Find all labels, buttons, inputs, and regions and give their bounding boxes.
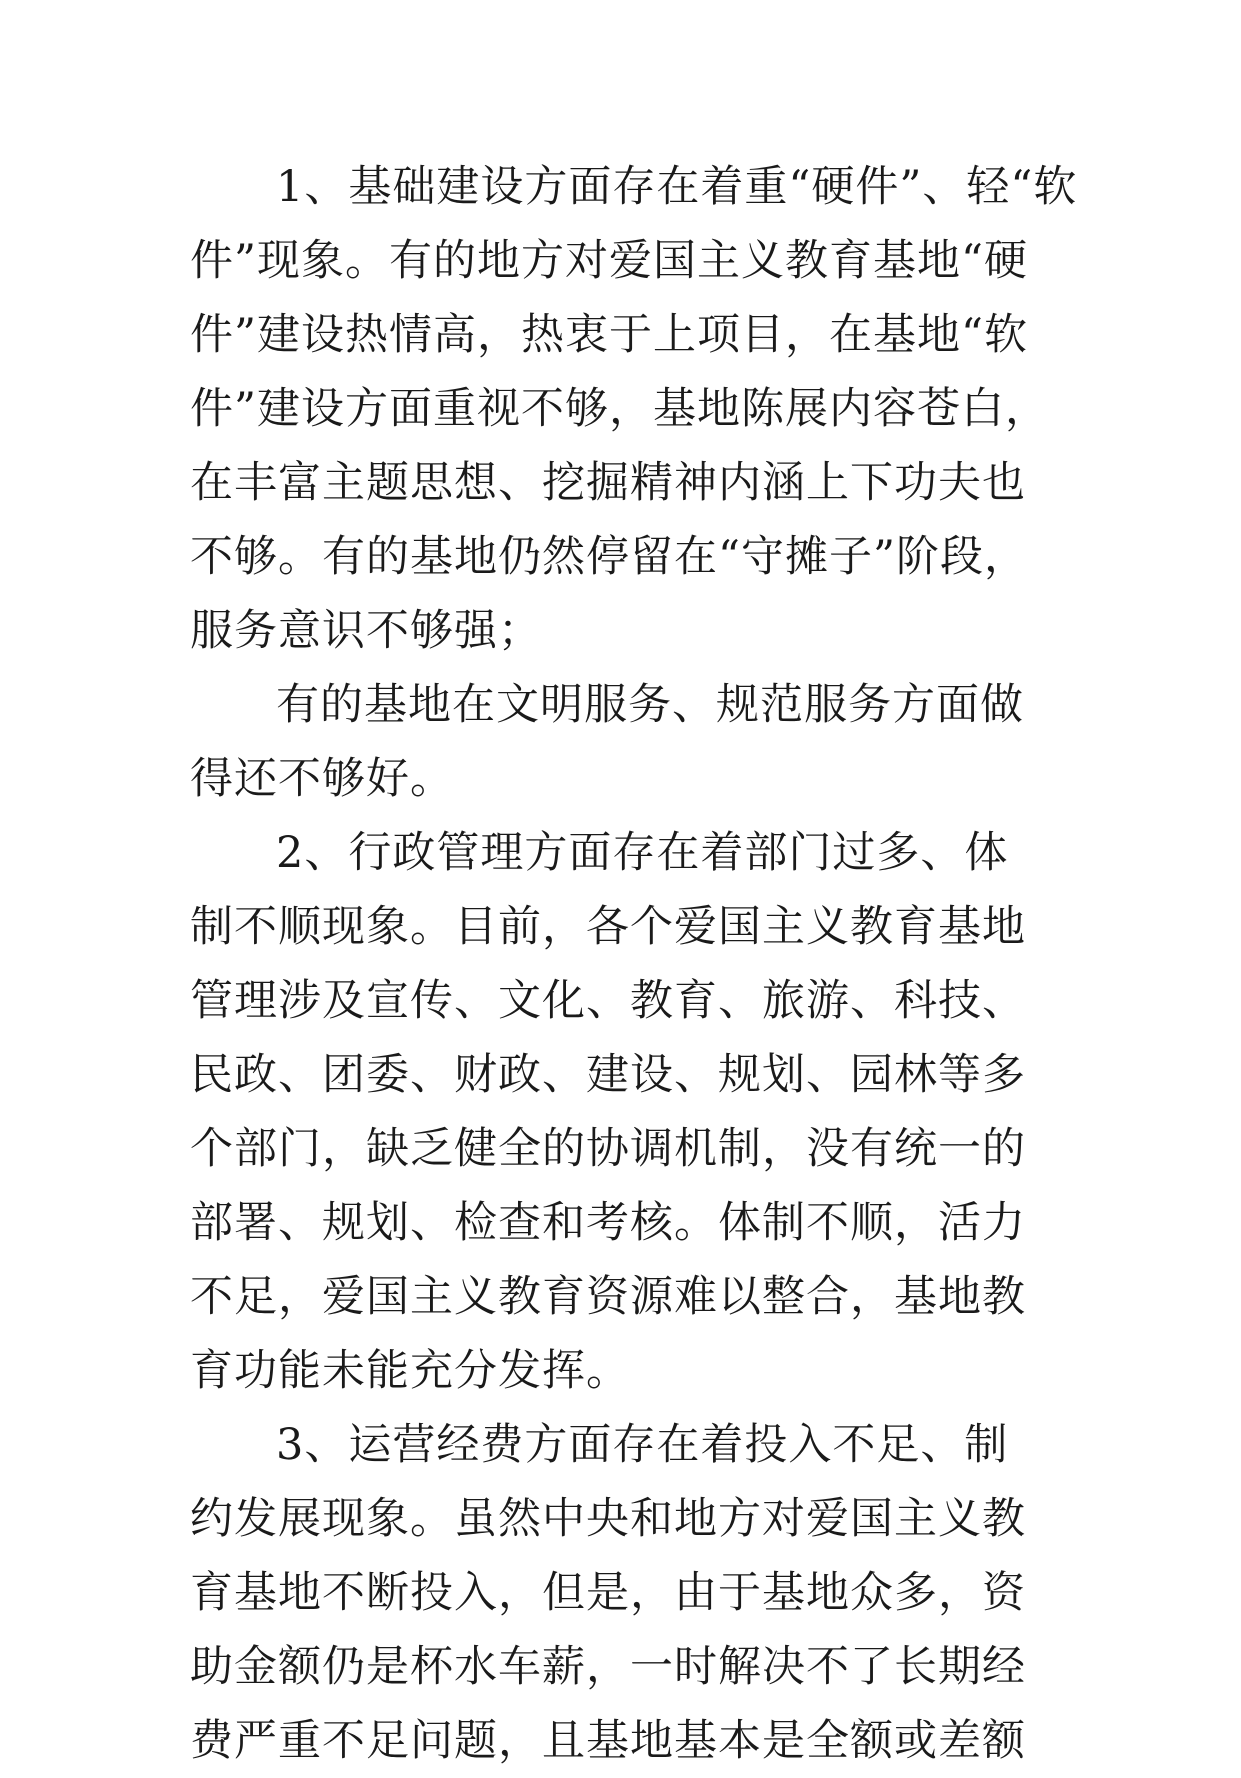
text-line: 1、基础建设方面存在着重“硬件”、轻“软 [276, 162, 1078, 212]
text-line: 2、行政管理方面存在着部门过多、体 [276, 828, 1009, 878]
text-line: 部署、规划、检查和考核。体制不顺，活力 [190, 1198, 1026, 1248]
text-line: 服务意识不够强； [190, 606, 542, 656]
text-line: 件”现象。有的地方对爱国主义教育基地“硬 [190, 236, 1028, 286]
text-line: 育基地不断投入，但是，由于基地众多，资 [190, 1568, 1026, 1618]
text-line: 个部门，缺乏健全的协调机制，没有统一的 [190, 1124, 1026, 1174]
document-body [190, 150, 1078, 1778]
text-line: 育功能未能充分发挥。 [190, 1346, 630, 1396]
text-line: 约发展现象。虽然中央和地方对爱国主义教 [190, 1494, 1026, 1544]
text-line: 管理涉及宣传、文化、教育、旅游、科技、 [190, 976, 1026, 1026]
text-line: 不足，爱国主义教育资源难以整合，基地教 [190, 1272, 1026, 1322]
text-line: 不够。有的基地仍然停留在“守摊子”阶段， [190, 532, 1028, 582]
text-line: 在丰富主题思想、挖掘精神内涵上下功夫也 [190, 458, 1026, 508]
text-line: 费严重不足问题，且基地基本是全额或差额 [190, 1716, 1026, 1766]
text-line: 民政、团委、财政、建设、规划、园林等多 [190, 1050, 1026, 1100]
text-line: 3、运营经费方面存在着投入不足、制 [276, 1420, 1009, 1470]
text-line: 件”建设方面重视不够，基地陈展内容苍白， [190, 384, 1049, 434]
text-line: 助金额仍是杯水车薪，一时解决不了长期经 [190, 1642, 1026, 1692]
text-line: 制不顺现象。目前，各个爱国主义教育基地 [190, 902, 1026, 952]
text-line: 得还不够好。 [190, 754, 454, 804]
text-line: 件”建设热情高，热衷于上项目，在基地“软 [190, 310, 1028, 360]
text-line: 有的基地在文明服务、规范服务方面做 [276, 680, 1024, 730]
